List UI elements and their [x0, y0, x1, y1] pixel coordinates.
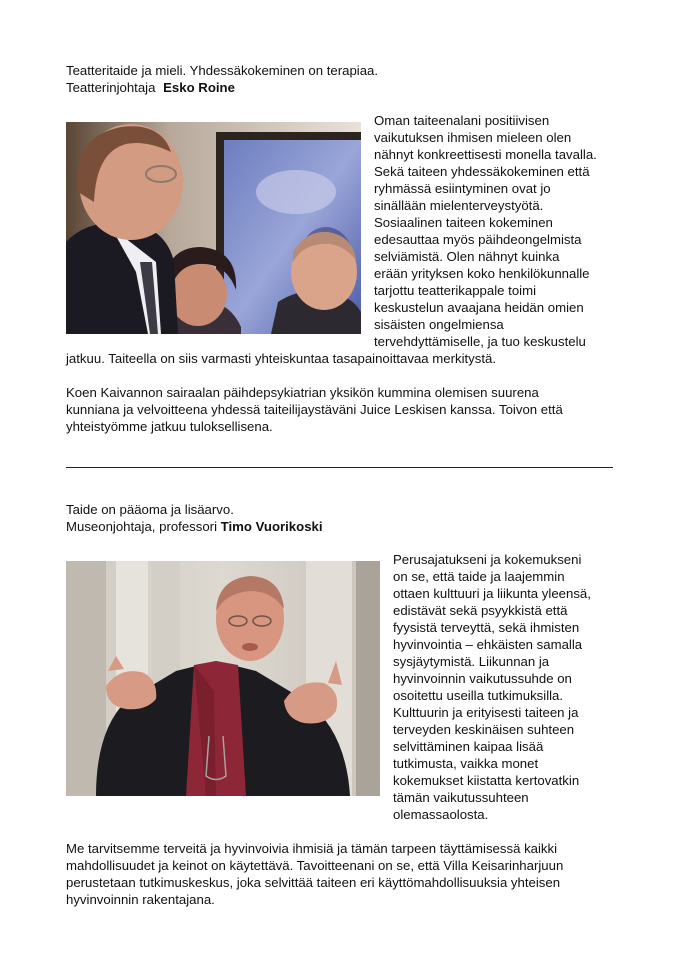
section1-side-line: ryhmässä esiintyminen ovat jo: [374, 181, 551, 196]
section2-side-line: tämän vaikutussuhteen: [393, 790, 529, 805]
section2-side-line: hyvinvoinnin vaikutussuhde on: [393, 671, 572, 686]
section1-side-line: Oman taiteenalani positiivisen: [374, 113, 550, 128]
section1-para2-line: Koen Kaivannon sairaalan päihdepsykiatrian yksikön kummina olemisen suurena: [66, 385, 539, 400]
section1-side-line: edesauttaa myös päihdeongelmista: [374, 232, 582, 247]
photo-esko-roine: [66, 122, 361, 334]
section2-side-line: hyvinvointia – ehkäisten samalla: [393, 637, 583, 652]
section1-side-line: selviämistä. Olen nähnyt kuinka: [374, 249, 560, 264]
section2-para2-line: mahdollisuudet ja keinot on käytettävä. Tavoitteenani on se, että Villa Keisarinharjuun: [66, 858, 564, 873]
section1-side-line: sinällään mielenterveystyötä.: [374, 198, 544, 213]
section2-para2-line: Me tarvitsemme terveitä ja hyvinvoivia ihmisiä ja tämän tarpeen täyttämisessä kaikki: [66, 841, 558, 856]
section2-side-line: kokemukset kiistatta kertovatkin: [393, 773, 580, 788]
section2-role: Museonjohtaja, professori: [66, 519, 221, 534]
section1-side-line: Sosiaalinen taiteen kokeminen: [374, 215, 553, 230]
section1-para2-line: kunniana ja velvoitteena yhdessä taiteilijaystäväni Juice Leskisen kanssa. Toivon että: [66, 402, 563, 417]
section2-para2-line: hyvinvoinnin rakentajana.: [66, 892, 215, 907]
section1-role: Teatterinjohtaja: [66, 80, 160, 95]
section2-side-line: selvittäminen kaipaa lisää: [393, 739, 544, 754]
section2-side-line: Perusajatukseni ja kokemukseni: [393, 552, 582, 567]
section2-side-line: on se, että taide ja laajemmin: [393, 569, 565, 584]
section2-side-line: ottaen kulttuuri ja liikunta yleensä,: [393, 586, 591, 601]
section1-side-line: Sekä taiteen yhdessäkokeminen että: [374, 164, 590, 179]
section1-full-line: jatkuu. Taiteella on siis varmasti yhteiskuntaa tasapainoittavaa merkitystä.: [66, 351, 497, 366]
section1-para2-line: yhteistyömme jatkuu tuloksellisena.: [66, 419, 273, 434]
section1-title: Teatteritaide ja mieli. Yhdessäkokeminen on terapiaa.: [66, 63, 379, 78]
section1-side-line: sisäisten ongelmiensa: [374, 317, 504, 332]
section1-side-line: nähnyt konkreettisesti monella tavalla.: [374, 147, 597, 162]
section1-side-line: tervehdyttämiselle, ja tuo keskustelu: [374, 334, 586, 349]
section1-author: Esko Roine: [163, 80, 235, 95]
section1-byline: [66, 79, 235, 96]
section2-side-line: sysjäytymistä. Liikunnan ja: [393, 654, 550, 669]
section2-side-line: tutkimusta, vaikka monet: [393, 756, 539, 771]
section1-side-line: erään yrityksen koko henkilökunnalle: [374, 266, 590, 281]
section2-side-line: edistävät sekä psyykkistä että: [393, 603, 568, 618]
section2-side-line: Kulttuurin ja erityisesti taiteen ja: [393, 705, 579, 720]
section1-side-line: tarjottu teatterikappale toimi: [374, 283, 536, 298]
section2-side-line: fyysistä terveyttä, sekä ihmisten: [393, 620, 580, 635]
section2-byline: [66, 518, 323, 535]
photo-timo-vuorikoski: [66, 561, 380, 796]
section2-title: Taide on pääoma ja lisäarvo.: [66, 502, 234, 517]
section2-author: Timo Vuorikoski: [220, 519, 323, 534]
section1-side-line: vaikutuksen ihmisen mieleen olen: [374, 130, 572, 145]
section2-side-line: terveyden keskinäisen suhteen: [393, 722, 575, 737]
section2-side-line: osoitettu useilla tutkimuksilla.: [393, 688, 564, 703]
section2-para2-line: perustetaan tutkimuskeskus, joka selvittää taiteen eri käyttömahdollisuuksia yhteisen: [66, 875, 561, 890]
section2-side-line: olemassaolosta.: [393, 807, 489, 822]
section1-side-line: keskustelun avaajana heidän omien: [374, 300, 584, 315]
section-divider: [66, 467, 613, 468]
